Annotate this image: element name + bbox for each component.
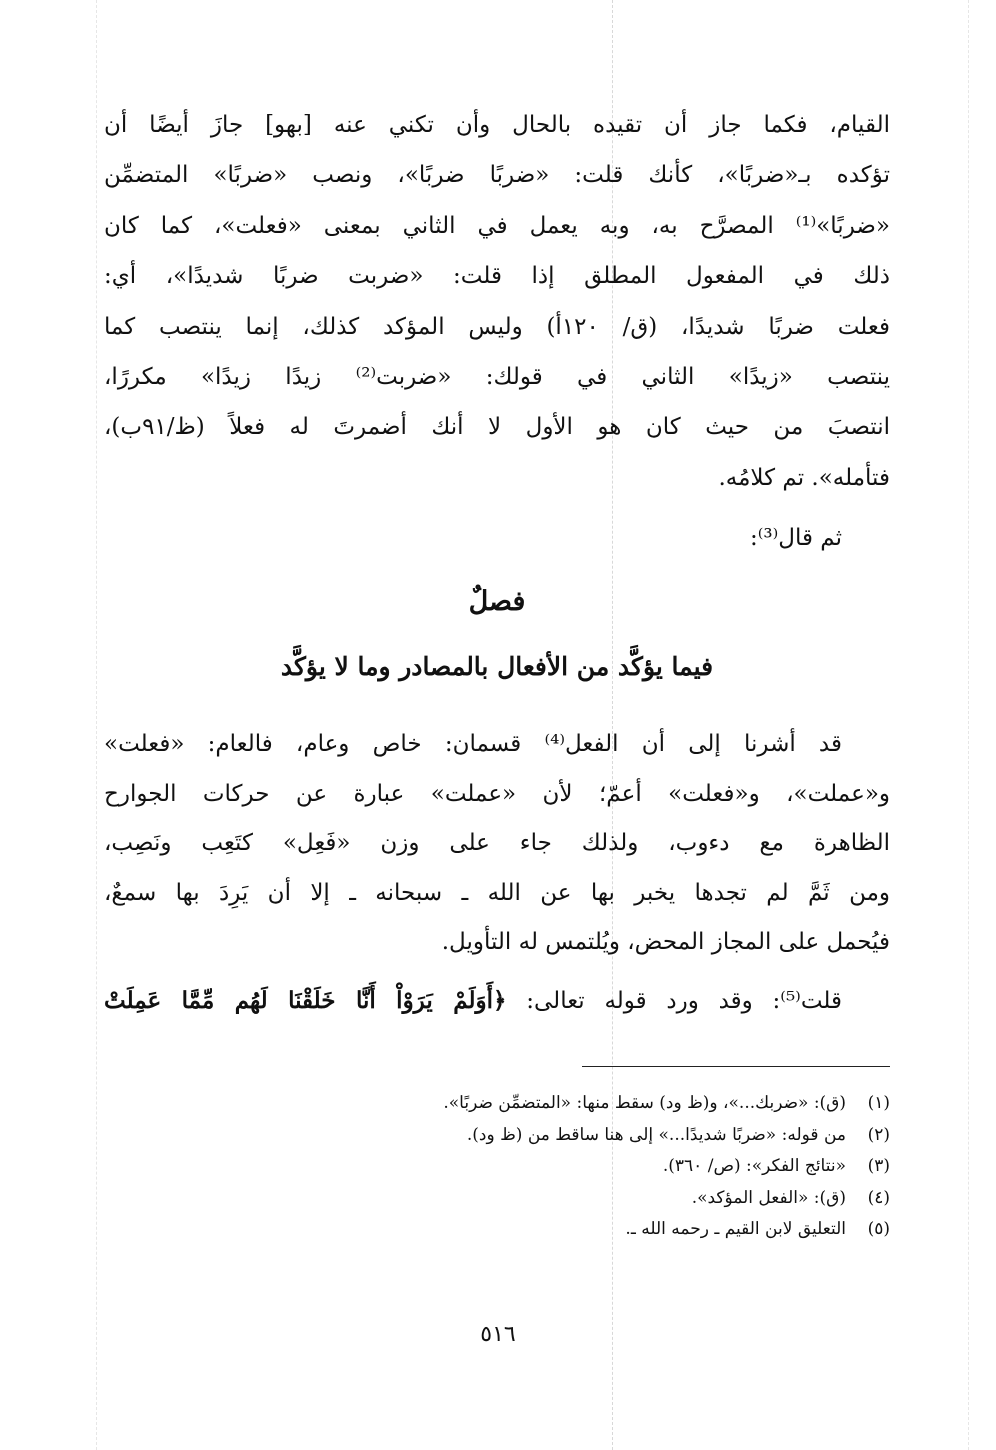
footnote-text: من قوله: «ضربًا شديدًا...» إلى هنا ساقط من (ظ ود).	[466, 1124, 846, 1145]
text-line: الظاهرة مع دءوب، ولذلك جاء على وزن «فَعِل» كتَعِب ونَصِب،	[104, 830, 890, 856]
footnote-text: (ق): «الفعل المؤكد».	[691, 1187, 846, 1208]
footnote-item	[300, 1214, 890, 1246]
footnote-number: (٤)	[867, 1187, 890, 1208]
footnote-text: «نتائج الفكر»: (ص/ ٣٦٠).	[662, 1156, 846, 1176]
text-line: ومن ثَمَّ لم تجدها يخبر بها عن الله ـ سبحانه ـ إلا أن يَرِدَ بها سمعٌ،	[104, 879, 890, 906]
footnote-text: التعليق لابن القيم ـ رحمه الله ـ.	[625, 1219, 846, 1239]
citation-lead: قلت⁽⁵⁾: وقد ورد قوله تعالى:	[526, 988, 843, 1014]
quran-verse: ﴿أَوَلَمْ يَرَوْاْ أَنَّا خَلَقْنَا لَهُم مِّمَّا عَمِلَتْ	[104, 987, 507, 1014]
text-line: فتأمله». تم كلامُه.	[718, 464, 890, 491]
text-line: ثم قال⁽³⁾:	[749, 525, 842, 552]
left-margin-guide	[96, 0, 97, 1450]
paragraph-3	[104, 720, 890, 968]
paragraph-1	[104, 100, 890, 503]
footnote-number: (٥)	[867, 1219, 890, 1239]
paragraph-2	[104, 513, 890, 563]
footnote-item	[300, 1183, 890, 1215]
section-heading: فصلٌ	[468, 586, 526, 617]
text-line	[104, 976, 890, 1026]
text-line: و«عملت»، و«فعلت» أعمّ؛ لأن «عملت» عبارة عن حركات الجوارح	[104, 780, 890, 807]
footnote-item	[300, 1151, 890, 1183]
main-text-section	[104, 720, 890, 968]
text-line: ذلك في المفعول المطلق إذا قلت: «ضربت ضربًا شديدًا»، أي:	[104, 263, 890, 290]
footnote-number: (١)	[867, 1093, 890, 1113]
footnote-number: (٣)	[867, 1156, 890, 1176]
text-line: فعلت ضربًا شديدًا، (ق/ ١٢٠أ) وليس المؤكد كذلك، إنما ينتصب كما	[104, 313, 890, 340]
text-line: ينتصب «زيدًا» الثاني في قولك: «ضربت⁽²⁾ زيدًا زيدًا» مكررًا،	[104, 364, 890, 391]
footnote-number: (٢)	[867, 1124, 890, 1145]
text-line: انتصبَ من حيث كان هو الأول لا أنك أضمرتَ له فعلاً (ظ/٩١ب)،	[104, 414, 890, 441]
text-line: القيام، فكما جاز أن تقيده بالحال وأن تكني عنه [بهو] جازَ أيضًا أن	[104, 112, 890, 138]
main-text-top	[104, 100, 890, 564]
text-line: «ضربًا»⁽¹⁾ المصرَّح به، وبه يعمل في الثاني بمعنى «فعلت»، كما كان	[104, 212, 890, 239]
footnote-item	[300, 1088, 890, 1120]
text-line: تؤكده بـ«ضربًا»، كأنك قلت: «ضربًا ضربًا»، ونصب «ضربًا» المتضمِّن	[104, 162, 890, 189]
page-number: ٥١٦	[480, 1322, 516, 1347]
section-subheading: فيما يؤكَّد من الأفعال بالمصادر وما لا يؤكَّد	[280, 652, 714, 681]
footnotes	[300, 1088, 890, 1246]
right-margin-guide	[968, 0, 969, 1450]
footnote-item	[300, 1120, 890, 1152]
text-line: فيُحمل على المجاز المحض، ويُلتمس له التأويل.	[441, 929, 890, 955]
footnote-separator	[582, 1066, 890, 1067]
text-line: قد أشرنا إلى أن الفعل⁽⁴⁾ قسمان: خاص وعام، فالعام: «فعلت»	[104, 731, 842, 757]
quran-citation-line	[104, 976, 890, 1026]
footnote-text: (ق): «ضربك...»، و(ظ ود) سقط منها: «المتضمِّن ضربًا».	[443, 1093, 846, 1113]
